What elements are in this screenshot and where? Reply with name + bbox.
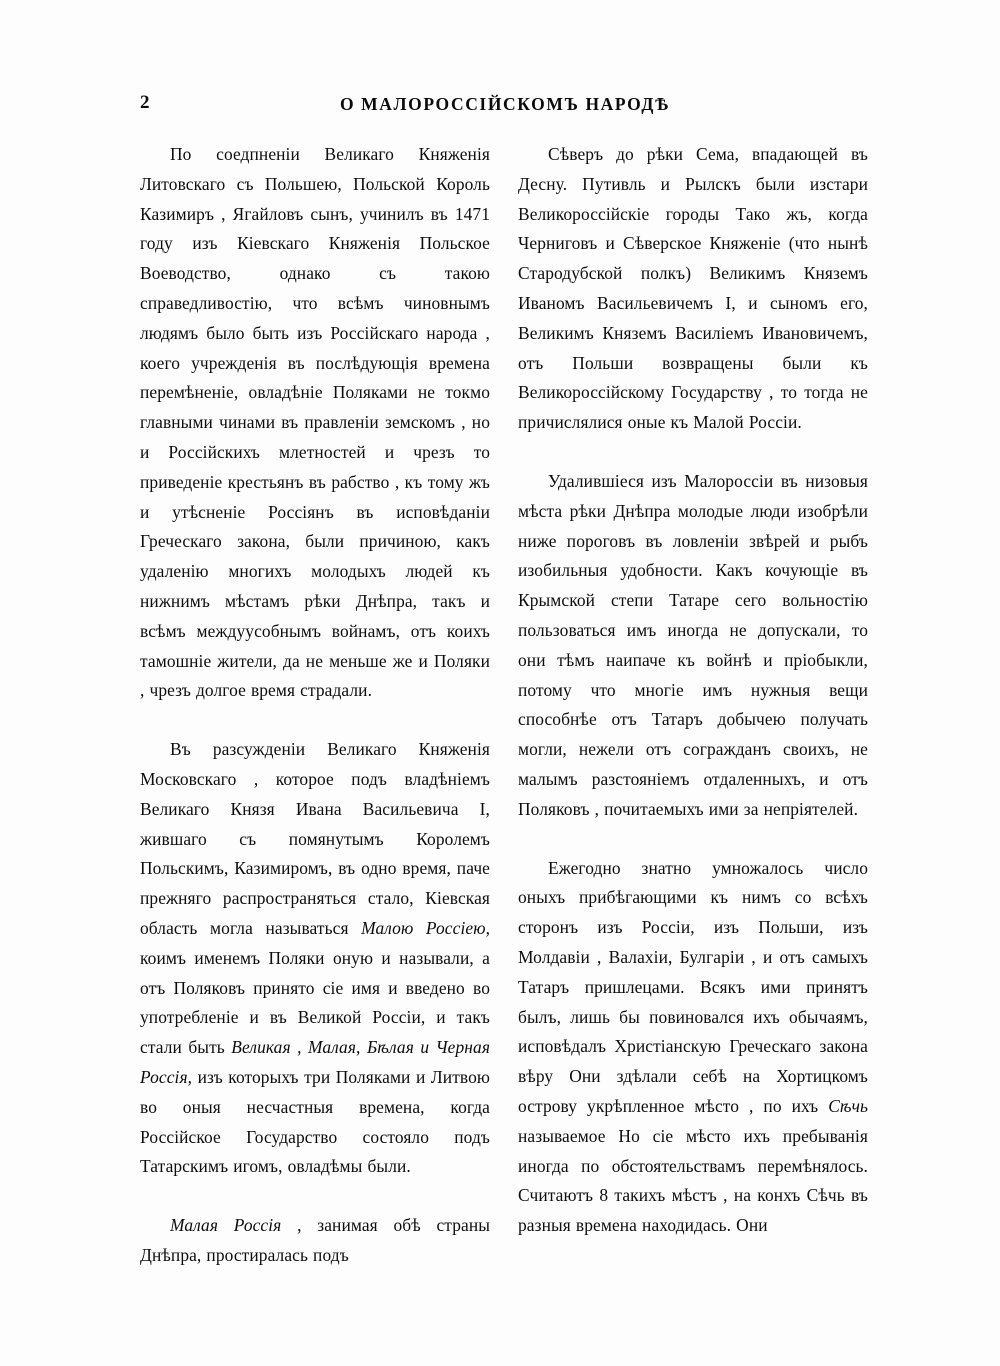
body-text: , занимая обѣ страны Днѣпра, простиралась подъ	[140, 1215, 491, 1265]
body-text: По соедпненіи Великаго Княженія Литовскаго съ Польшею, Польской Король Казимиръ , Ягайловъ сынъ, учинилъ въ 1471 году изъ Кіевскаго Княженія Польское Воеводство, однако съ такою справедливостію, что всѣмъ чиновнымъ людямъ было быть изъ Россійскаго народа , коего учрежденія въ послѣдующія времена перемѣненіе, овладѣніе Поляками не токмо главными чинами въ правленіи земскомъ , но и Россійскихъ млетностей и чрезъ то приведеніе крестьянъ въ рабство , къ тому жъ и утѣсненіе Россіянъ въ исповѣданіи Греческаго закона, были причиною, какъ удаленію многихъ молодыхъ людей къ нижнимъ мѣстамъ рѣки Днѣпра, такъ и всѣмъ междуусобнымъ войнамъ, отъ коихъ тамошніе жители, да не меньше же и Поляки , чрезъ долгое время страдали.	[140, 144, 490, 701]
body-text: Удалившіеся изъ Малороссіи въ низовыя мѣста рѣки Днѣпра молодые люди изобрѣли ниже пороговъ въ ловленіи звѣрей и рыбъ изобильныя удобности. Какъ кочующіе въ Крымской степи Татаре сего вольностію пользоваться имъ иногда не допускали, то они тѣмъ наипаче къ войнѣ и пріобыкли, потому что многіе имъ нужныя вещи способнѣе отъ Татаръ добычею получать могли, нежели отъ согражданъ своихъ, не малымъ разстояніемъ отдаленныхъ, и отъ Поляковъ , почитаемыхъ ими за непріятелей.	[518, 470, 868, 819]
running-head	[140, 92, 870, 118]
emphasised-text: Великая , Малая, Бѣлая и Черная Россія,	[140, 1037, 490, 1087]
paragraph	[140, 735, 490, 1182]
emphasised-text: Малою Россіею	[361, 917, 486, 938]
body-text: Ежегодно знатно умножалось число оныхъ прибѣгающими къ нимъ со всѣхъ сторонъ изъ Россіи, изъ Польши, изъ Молдавіи , Валахіи, Булгаріи , и отъ самыхъ Татаръ пришлецами. Всякъ ими принятъ былъ, лишь бы повиновался ихъ обычаямъ, исповѣдалъ Христіанскую Греческаго закона вѣру Они здѣлали себѣ на Хортицкомъ острову укрѣпленное мѣсто , по ихъ	[518, 857, 868, 1116]
page-number: 2	[140, 92, 150, 113]
paragraph	[518, 854, 868, 1241]
running-title: О МАЛОРОССІЙСКОМЪ НАРОДѢ	[339, 94, 671, 114]
emphasised-text: Сѣчь	[828, 1095, 868, 1116]
column-left	[140, 140, 491, 1265]
paragraph	[518, 140, 868, 438]
text-body	[140, 140, 870, 1265]
emphasised-text: Малая Россія	[170, 1215, 282, 1236]
paragraph	[140, 140, 490, 706]
column-right	[518, 140, 868, 1260]
body-text: изъ которыхъ три Поляками и Литвою во оныя несчастныя времена, когда Россійское Государство состояло подъ Татарскимъ игомъ, овладѣмы были.	[140, 1066, 490, 1177]
body-text: называемое Но сіе мѣсто ихъ пребыванія иногда по обстоятельствамъ перемѣнялось. Считаютъ 8 такихъ мѣстъ , на конхъ Сѣчь въ разныя времена находидась. Они	[518, 1125, 868, 1236]
body-text: Сѣверъ до рѣки Сема, впадающей въ Десну. Путивль и Рылскъ были изстари Великороссійскіе городы Тако жъ, когда Черниговъ и Сѣверское Княженіе (что нынѣ Стародубской полкъ) Великимъ Княземъ Иваномъ Васильевичемъ I, и сыномъ его, Великимъ Княземъ Василіемъ Ивановичемъ, отъ Польши возвращены были къ Великороссійскому Государству , то тогда не причислялися оные къ Малой Россіи.	[518, 144, 868, 433]
paragraph	[518, 467, 868, 825]
body-text: , коимъ именемъ Поляки оную и называли, а отъ Поляковъ принято сіе имя и введено во употребленіе и въ Великой Россіи, и такъ стали быть	[140, 917, 491, 1058]
paragraph	[140, 1211, 490, 1271]
body-text: Въ разсужденіи Великаго Княженія Московскаго , которое подъ владѣніемъ Великаго Князя Ивана Васильевича I, жившаго съ помянутымъ Королемъ Польскимъ, Казимиромъ, въ одно время, паче прежняго распространяться стало, Кіевская область могла называться	[140, 739, 490, 938]
